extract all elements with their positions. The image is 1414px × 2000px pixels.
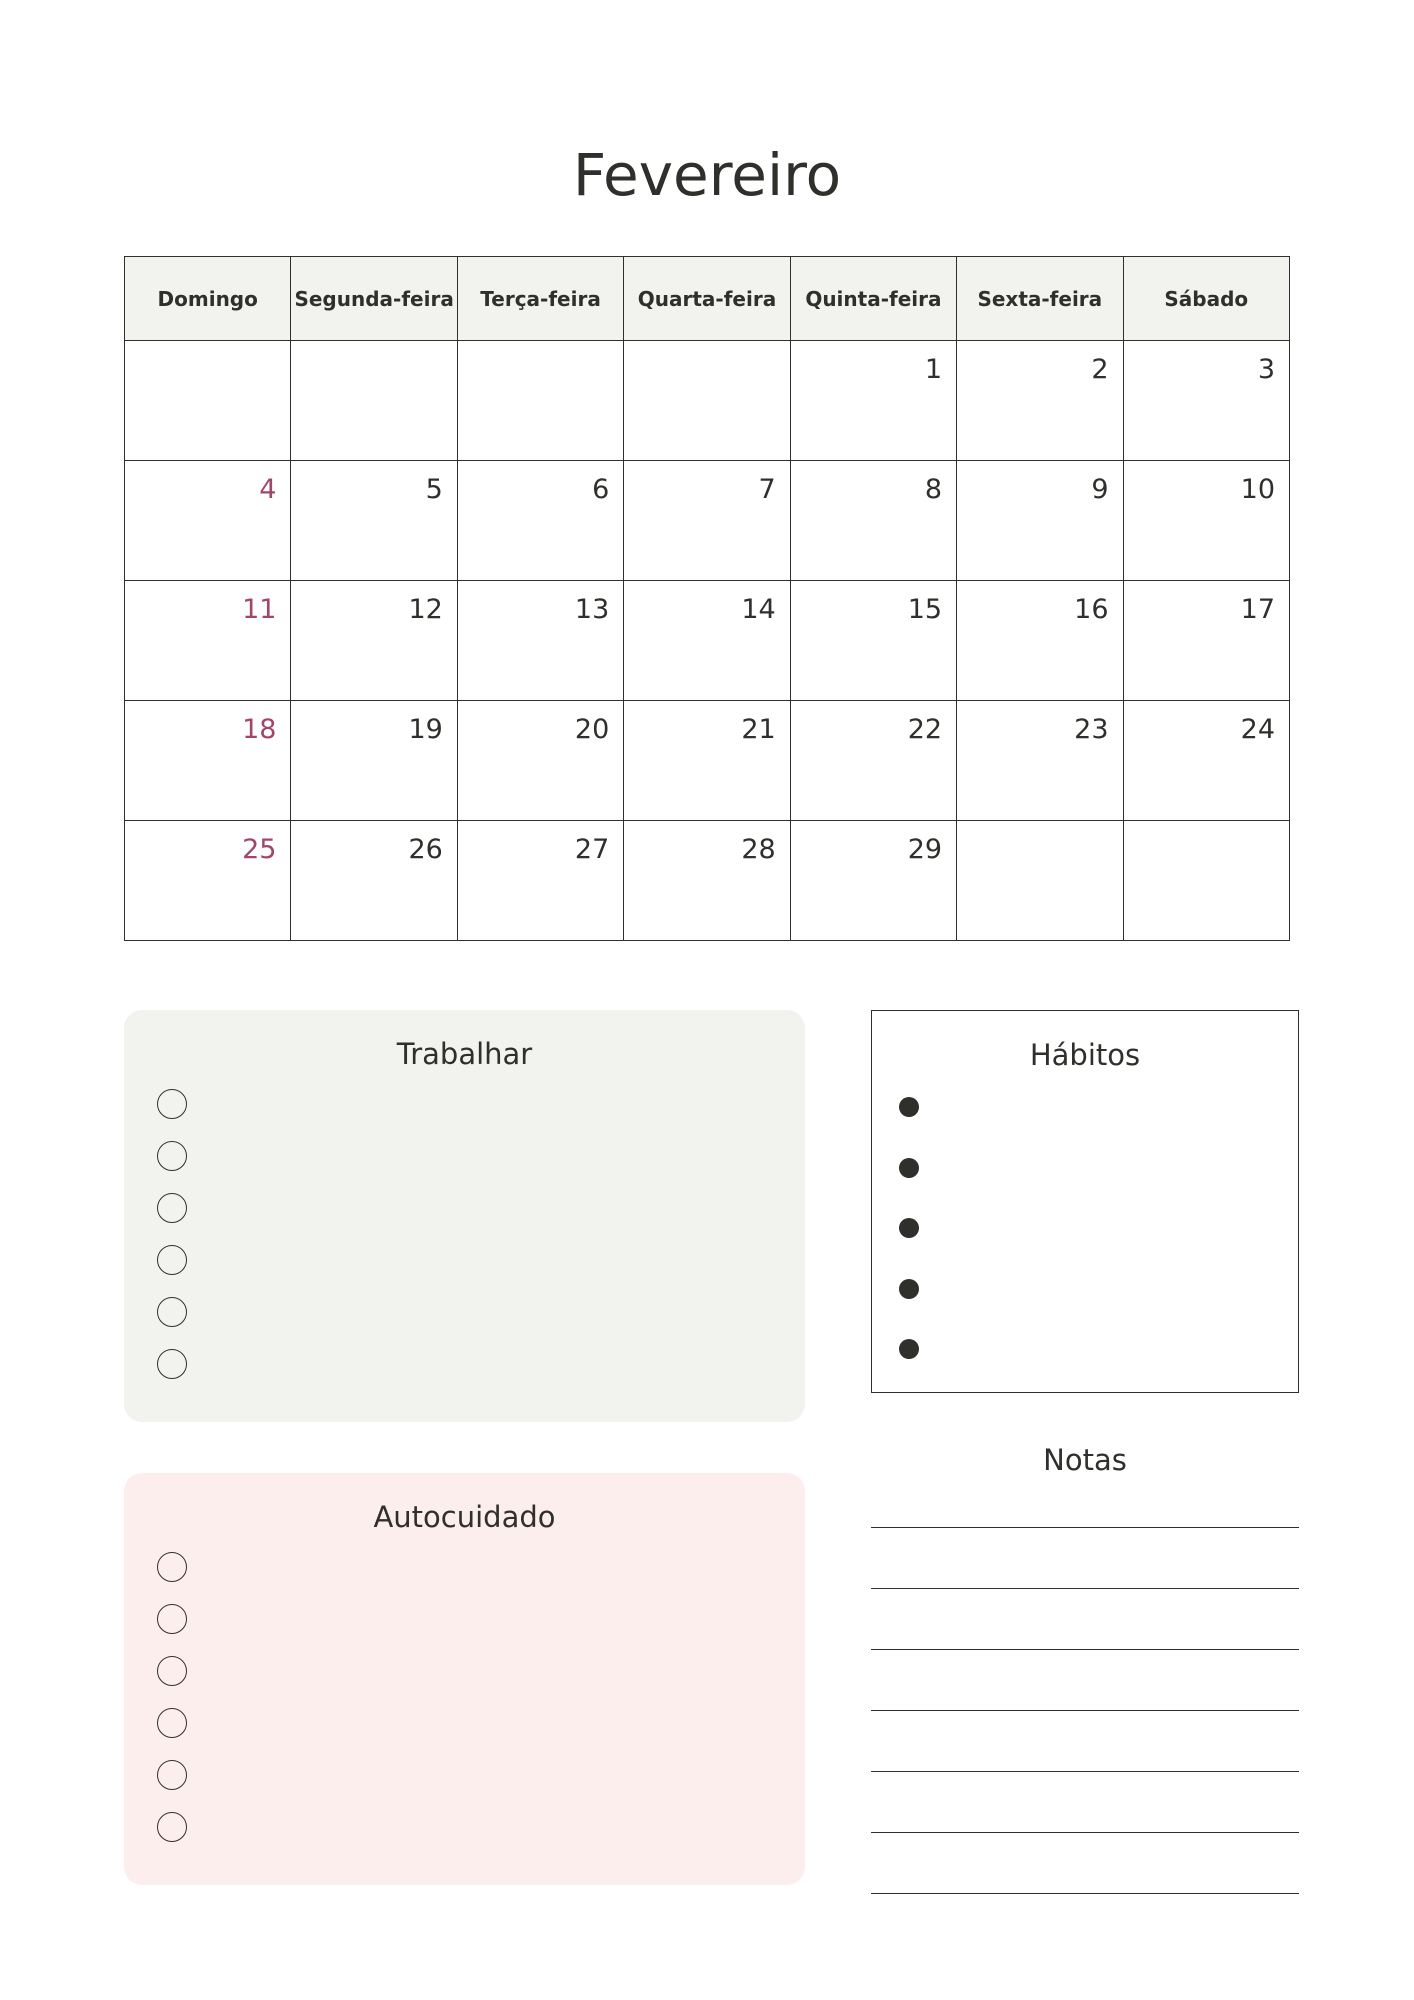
checklist-item [157,1749,187,1801]
habits-panel-title: Hábitos [1029,1038,1141,1072]
checkbox-circle-icon[interactable] [157,1193,187,1223]
work-panel-title: Trabalhar [396,1037,533,1071]
day-number: 18 [242,714,277,745]
day-cell[interactable] [291,821,457,941]
day-cell[interactable] [291,461,457,581]
day-number: 17 [1240,594,1275,625]
day-cell[interactable] [457,821,623,941]
day-number: 25 [242,834,277,865]
habit-item[interactable] [899,1339,919,1400]
bullet-dot-icon [899,1339,919,1359]
day-cell[interactable] [1123,341,1289,461]
notes-line[interactable] [871,1527,1299,1528]
checklist-item [157,1234,187,1286]
day-cell[interactable] [125,461,291,581]
day-cell[interactable] [125,701,291,821]
day-number: 19 [408,714,443,745]
day-number: 23 [1074,714,1109,745]
checkbox-circle-icon[interactable] [157,1349,187,1379]
day-number: 10 [1240,474,1275,505]
day-number: 24 [1240,714,1275,745]
notes-line[interactable] [871,1771,1299,1772]
day-number: 12 [408,594,443,625]
day-number [1124,821,1289,833]
notes-line[interactable] [871,1649,1299,1650]
day-number: 16 [1074,594,1109,625]
notes-line[interactable] [871,1832,1299,1833]
checklist-item [157,1130,187,1182]
day-cell[interactable] [957,821,1123,941]
day-cell[interactable] [790,341,956,461]
notes-line[interactable] [871,1710,1299,1711]
checklist-item [157,1697,187,1749]
week-row [125,701,1290,821]
day-cell[interactable] [457,461,623,581]
habits-list [899,1097,919,1400]
day-number: 9 [1091,474,1109,505]
day-cell[interactable] [957,701,1123,821]
weekday-monday: Segunda-feira [291,257,457,341]
day-number: 14 [741,594,776,625]
work-checklist [157,1078,187,1390]
day-number: 29 [907,834,943,865]
checkbox-circle-icon[interactable] [157,1604,187,1634]
selfcare-panel [124,1473,805,1885]
day-cell[interactable] [1123,701,1289,821]
checklist-item [157,1286,187,1338]
checklist-item [157,1801,187,1853]
day-cell[interactable] [1123,461,1289,581]
day-cell[interactable] [291,701,457,821]
checklist-item [157,1182,187,1234]
day-cell[interactable] [790,461,956,581]
weekday-thursday: Quinta-feira [790,257,956,341]
day-number: 13 [574,594,610,625]
day-number: 20 [574,714,610,745]
day-number: 27 [574,834,610,865]
habit-item[interactable] [899,1158,919,1219]
day-number: 8 [924,474,943,505]
day-number [458,341,623,353]
day-cell[interactable] [457,701,623,821]
checkbox-circle-icon[interactable] [157,1141,187,1171]
day-cell[interactable] [624,341,790,461]
checkbox-circle-icon[interactable] [157,1812,187,1842]
day-cell[interactable] [624,701,790,821]
bullet-dot-icon [899,1279,919,1299]
selfcare-panel-title: Autocuidado [373,1500,556,1534]
weekday-header-row [125,257,1290,341]
day-number: 21 [741,714,776,745]
weekday-friday: Sexta-feira [957,257,1123,341]
day-cell[interactable] [125,821,291,941]
day-cell[interactable] [457,341,623,461]
day-cell[interactable] [790,701,956,821]
month-title: Fevereiro [572,141,842,209]
day-number: 5 [425,474,443,505]
day-number: 11 [242,594,277,625]
day-number: 26 [408,834,443,865]
habit-item[interactable] [899,1218,919,1279]
day-cell[interactable] [125,581,291,701]
day-number: 2 [1091,354,1109,385]
checkbox-circle-icon[interactable] [157,1760,187,1790]
day-cell[interactable] [790,581,956,701]
bullet-dot-icon [899,1158,919,1178]
day-number [624,341,789,353]
checklist-item [157,1541,187,1593]
habits-panel [871,1010,1299,1393]
checkbox-circle-icon[interactable] [157,1297,187,1327]
checkbox-circle-icon[interactable] [157,1089,187,1119]
day-cell[interactable] [624,821,790,941]
day-number: 22 [907,714,943,745]
day-cell[interactable] [1123,821,1289,941]
selfcare-checklist [157,1541,187,1853]
notes-line[interactable] [871,1588,1299,1589]
day-number: 7 [758,474,776,505]
day-number: 4 [259,474,277,505]
weekday-tuesday: Terça-feira [457,257,623,341]
week-row [125,461,1290,581]
habit-item[interactable] [899,1097,919,1158]
day-cell[interactable] [624,581,790,701]
week-row [125,341,1290,461]
day-number: 15 [907,594,943,625]
habit-item[interactable] [899,1279,919,1340]
day-number: 1 [924,354,943,385]
day-number [125,341,290,353]
notes-title: Notas [1043,1443,1127,1477]
week-row [125,581,1290,701]
checklist-item [157,1645,187,1697]
day-number: 6 [592,474,610,505]
notes-line[interactable] [871,1893,1299,1894]
day-number [291,341,456,353]
day-cell[interactable] [790,821,956,941]
weekday-saturday: Sábado [1123,257,1289,341]
day-cell[interactable] [457,581,623,701]
day-cell[interactable] [1123,581,1289,701]
day-cell[interactable] [291,341,457,461]
checkbox-circle-icon[interactable] [157,1552,187,1582]
checklist-item [157,1078,187,1130]
day-cell[interactable] [291,581,457,701]
week-row [125,821,1290,941]
day-cell[interactable] [957,461,1123,581]
bullet-dot-icon [899,1218,919,1238]
day-number [957,821,1122,833]
day-cell[interactable] [125,341,291,461]
weekday-wednesday: Quarta-feira [624,257,790,341]
checklist-item [157,1338,187,1390]
weekday-sunday: Domingo [125,257,291,341]
day-cell[interactable] [624,461,790,581]
day-number: 28 [741,834,776,865]
work-panel [124,1010,805,1422]
bullet-dot-icon [899,1097,919,1117]
checkbox-circle-icon[interactable] [157,1656,187,1686]
day-number: 3 [1257,354,1275,385]
checklist-item [157,1593,187,1645]
checkbox-circle-icon[interactable] [157,1245,187,1275]
calendar-grid [124,256,1290,941]
checkbox-circle-icon[interactable] [157,1708,187,1738]
day-cell[interactable] [957,341,1123,461]
day-cell[interactable] [957,581,1123,701]
